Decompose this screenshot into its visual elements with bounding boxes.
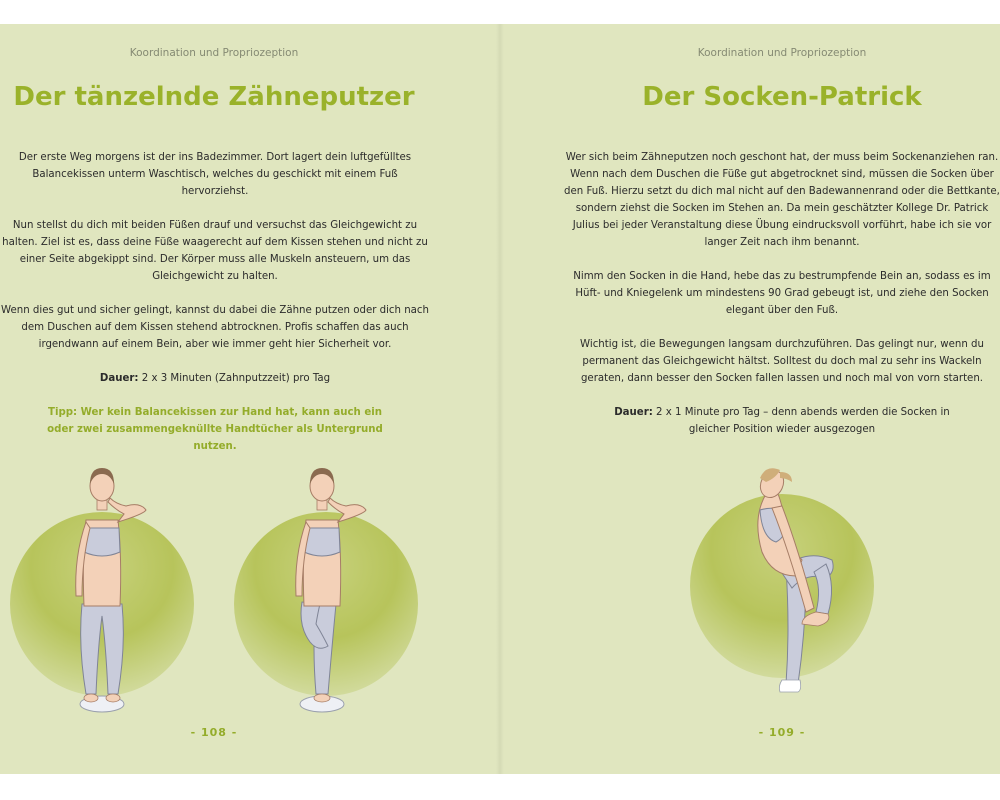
- book-spread: [0, 24, 1000, 774]
- paragraph: Nimm den Socken in die Hand, hebe das zu bestrumpfende Bein an, sodass es im Hüft- und Kniegelenk um mindestens 90 Grad gebeugt ist, und ziehe den Socken elegant über den Fuß.: [573, 271, 991, 316]
- paragraph: Der erste Weg morgens ist der ins Badezimmer. Dort lagert dein luftgefülltes Balancekissen unterm Waschtisch, welches du geschickt mit einem Fuß hervorziehst.: [18, 152, 412, 197]
- page-number: - 109 -: [758, 726, 806, 739]
- paragraph: Wichtig ist, die Bewegungen langsam durchzuführen. Das gelingt nur, wenn du permanent das Gleichgewicht hältst. Solltest du doch mal zu sehr ins Wackeln geraten, dann besser den Socken fallen lassen und noch mal von vorn starten.: [580, 339, 984, 384]
- duration: [0, 370, 430, 387]
- tip: Tipp: Wer kein Balancekissen zur Hand hat, kann auch ein oder zwei zusammengeknüllte Handtücher als Untergrund nutzen.: [47, 407, 383, 452]
- duration: [564, 404, 1000, 438]
- paragraph: Wenn dies gut und sicher gelingt, kannst du dabei die Zähne putzen oder dich nach dem Duschen auf dem Kissen stehend abtrocknen. Profis schaffen das auch irgendwann auf einem Bein, aber wie immer geht hier Sicherheit vor.: [1, 305, 429, 350]
- page-title: Der tänzelnde Zähneputzer: [13, 82, 415, 112]
- duration-text: 2 x 1 Minute pro Tag – denn abends werden die Socken in gleicher Position wieder ausgezogen: [652, 407, 950, 435]
- section-header: Koordination und Propriozeption: [697, 47, 867, 59]
- section-header: Koordination und Propriozeption: [129, 47, 299, 59]
- right-page: [500, 24, 1000, 774]
- page-number: - 108 -: [190, 726, 238, 739]
- woman-balance-illustration: [52, 456, 162, 716]
- left-page: [0, 24, 500, 774]
- page-title: Der Socken-Patrick: [642, 82, 922, 112]
- duration-label: Dauer:: [99, 373, 139, 384]
- paragraph: Nun stellst du dich mit beiden Füßen drauf und versuchst das Gleichgewicht zu halten. Ziel ist es, dass deine Füße waagerecht auf dem Kissen stehen und nicht zu einer Seite abgekippt sind. Der Körper muss alle Muskeln ansteuern, um das Gleichgewicht zu halten.: [2, 220, 428, 282]
- woman-sock-illustration: [736, 448, 876, 698]
- body-text: [0, 149, 430, 455]
- body-text: [564, 149, 1000, 438]
- woman-one-leg-illustration: [272, 456, 382, 716]
- duration-label: Dauer:: [614, 407, 653, 418]
- duration-text: 2 x 3 Minuten (Zahnputzzeit) pro Tag: [138, 373, 331, 384]
- paragraph: Wer sich beim Zähneputzen noch geschont hat, der muss beim Sockenanziehen ran. Wenn nach dem Duschen die Füße gut abgetrocknet sind, müssen die Socken über den Fuß. Hierzu setzt du dich mal nicht auf den Badewannenrand oder die Bettkante, sondern ziehst die Socken im Stehen an. Da mein geschätzter Kollege Dr. Patrick Julius bei jeder Veranstaltung diese Übung eindrucksvoll vorführt, habe ich sie vor langer Zeit nach ihm benannt.: [564, 152, 1000, 248]
